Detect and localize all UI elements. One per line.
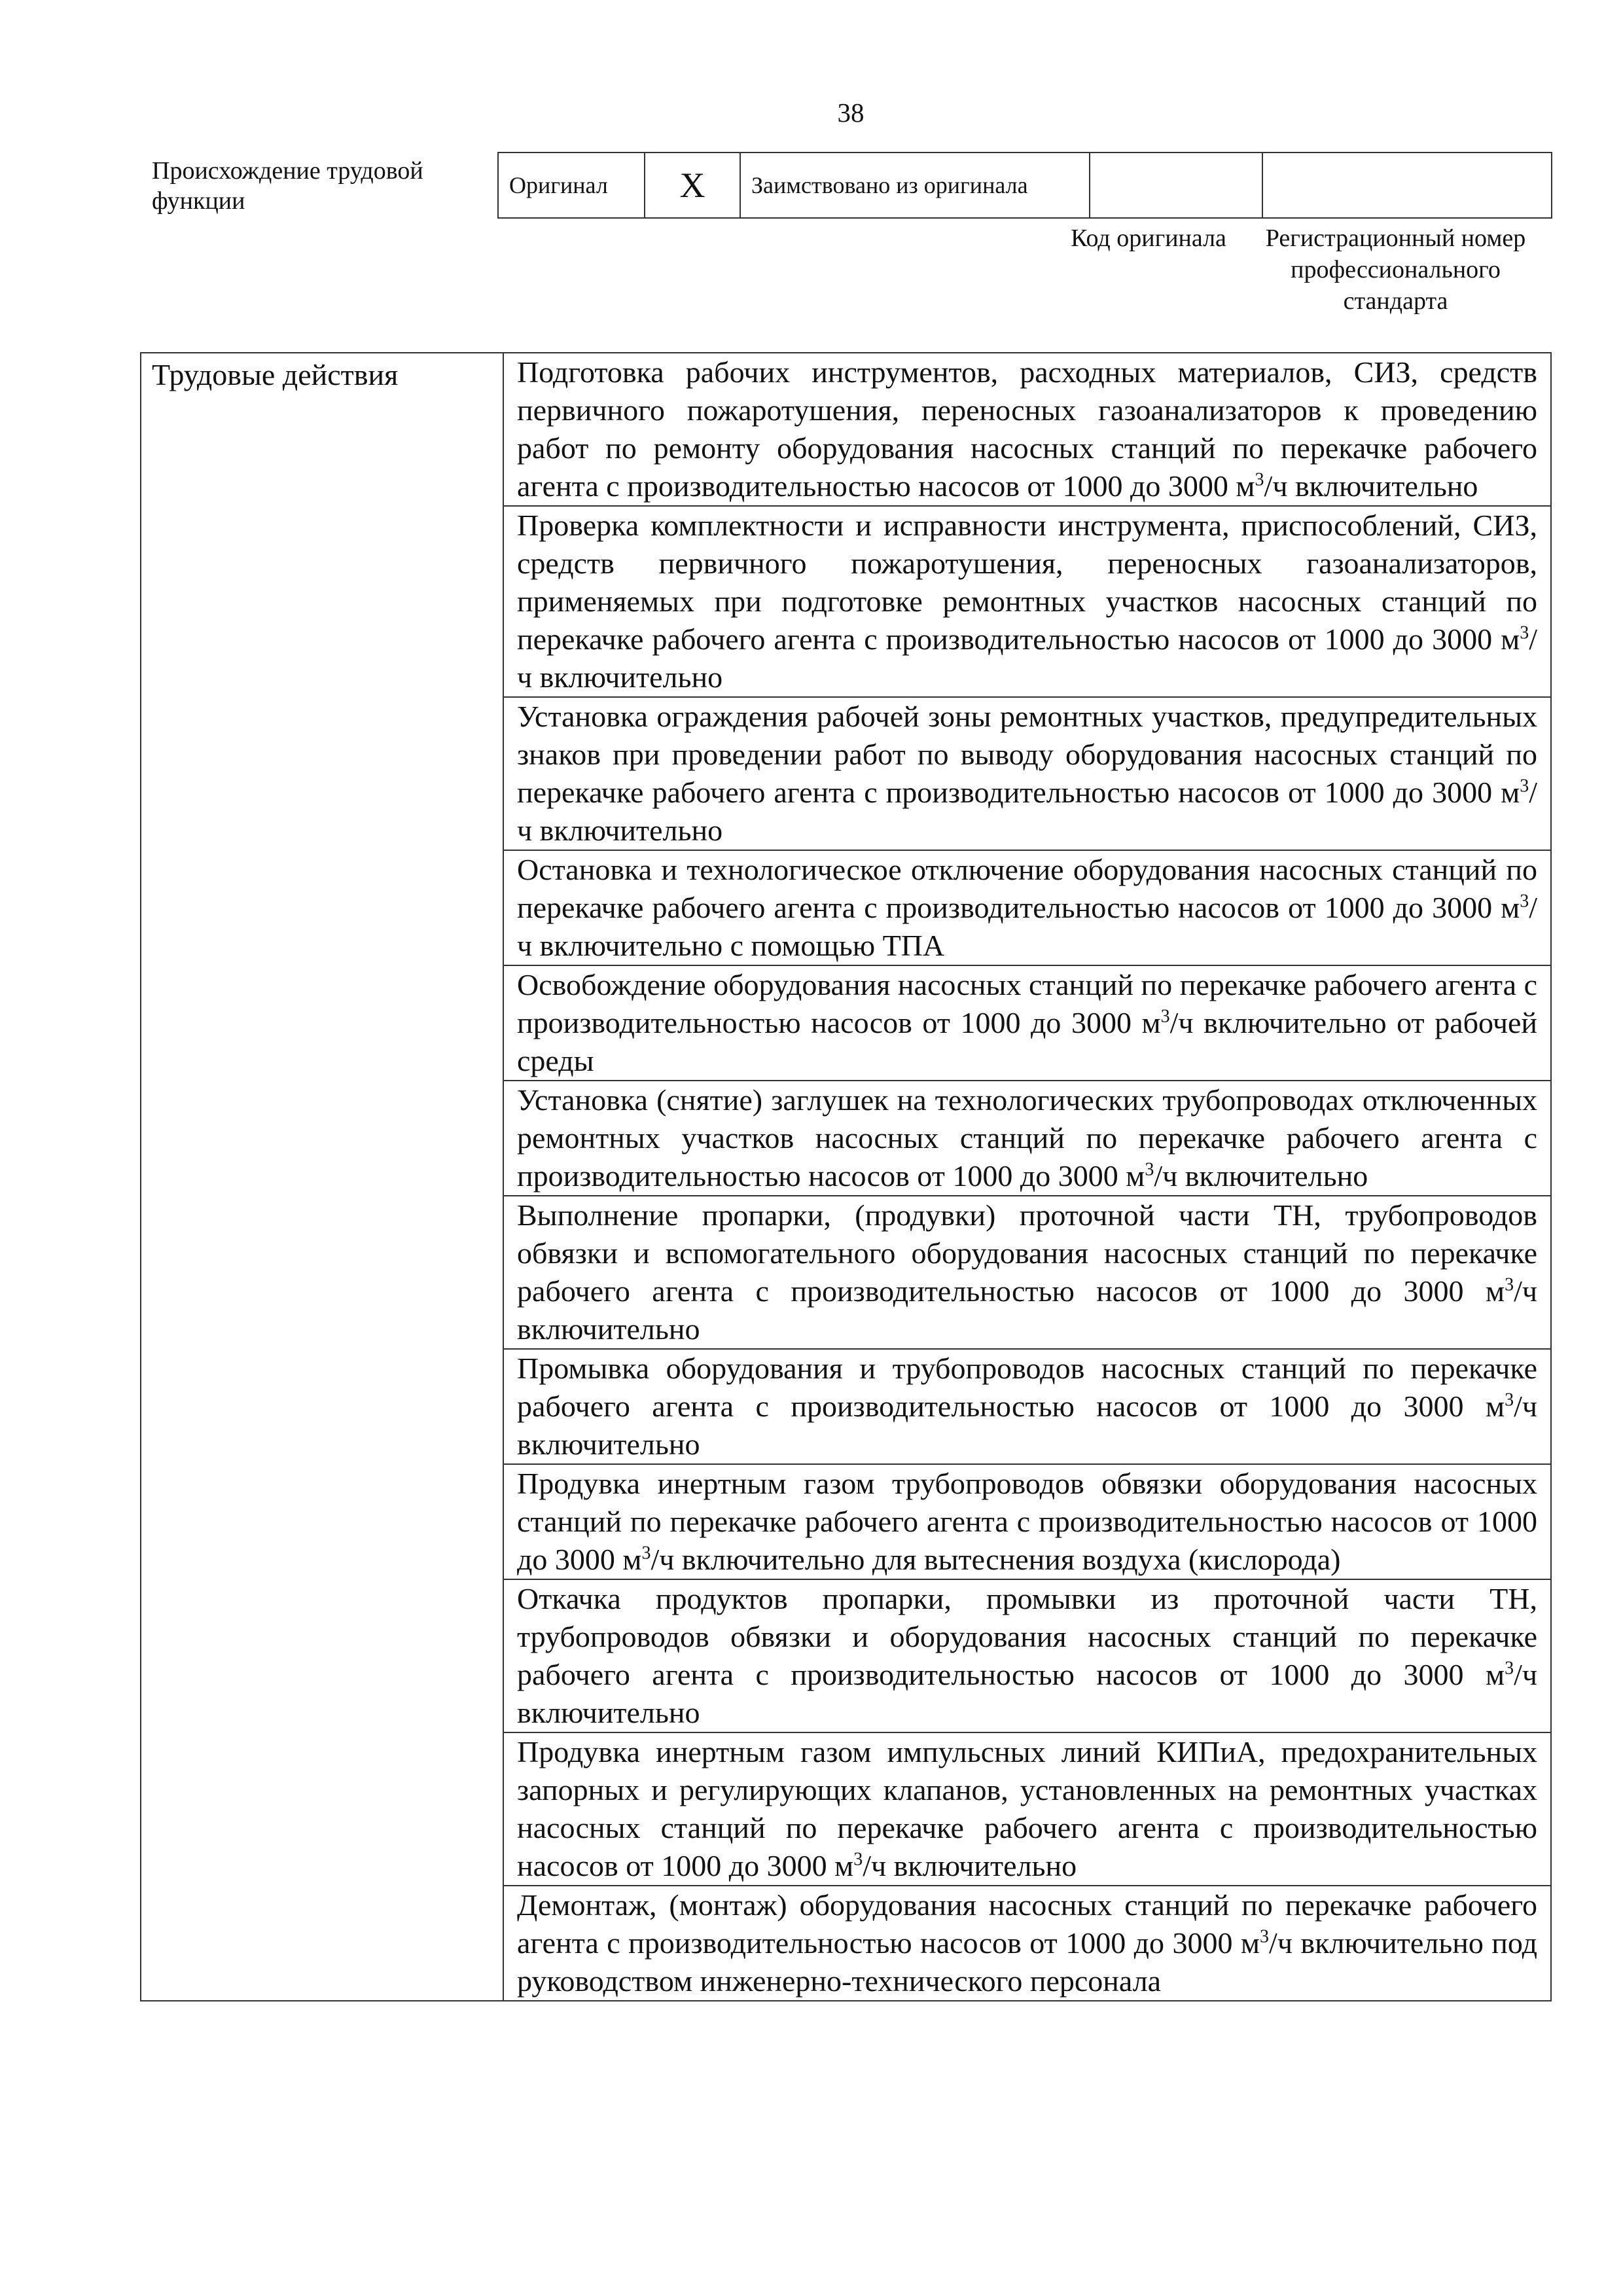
code-caption: Код оригинала bbox=[1071, 224, 1226, 252]
action-item: Освобождение оборудования насосных станций по перекачке рабочего агента с производительностью насосов от 1000 до 3000 $м^3/ч$ включительно от рабочей среды bbox=[503, 965, 1551, 1081]
action-item: Продувка инертным газом импульсных линий КИПиА, предохранительных запорных и регулирующих клапанов, установленных на ремонтных участках насосных станций по перекачке рабочего агента с производительностью насосов от 1000 до 3000 $м^3/ч$ включительно bbox=[503, 1732, 1551, 1886]
action-item: Проверка комплектности и исправности инструмента, приспособлений, СИЗ, средств первичного пожаротушения, переносных газоанализаторов, применяемых при подготовке ремонтных участков насосных станций по перекачке рабочего агента с производительностью насосов от 1000 до 3000 $м^3/ч$ включительно bbox=[503, 506, 1551, 697]
origin-label: Происхождение трудовой функции bbox=[152, 157, 423, 215]
action-item: Откачка продуктов пропарки, промывки из проточной части ТН, трубопроводов обвязки и оборудования насосных станций по перекачке рабочего агента с производительностью насосов от 1000 до 3000 $м^3/ч$ включительно bbox=[503, 1579, 1551, 1732]
actions-header: Трудовые действия bbox=[141, 353, 503, 2001]
action-item: Промывка оборудования и трубопроводов насосных станций по перекачке рабочего агента с производительностью насосов от 1000 до 3000 $м^3/ч$ включительно bbox=[503, 1349, 1551, 1464]
action-item: Установка (снятие) заглушек на технологических трубопроводах отключенных ремонтных участков насосных станций по перекачке рабочего агента с производительностью насосов от 1000 до 3000 $м^3/ч$ включительно bbox=[503, 1081, 1551, 1196]
registration-caption: Регистрационный номер профессионального стандарта bbox=[1265, 224, 1526, 315]
original-mark: X bbox=[645, 152, 740, 218]
action-item: Установка ограждения рабочей зоны ремонтных участков, предупредительных знаков при проведении работ по выводу оборудования насосных станций по перекачке рабочего агента с производительностью насосов от 1000 до 3000 $м^3/ч$ включительно bbox=[503, 697, 1551, 850]
action-item: Выполнение пропарки, (продувки) проточной части ТН, трубопроводов обвязки и вспомогательного оборудования насосных станций по перекачке рабочего агента с производительностью насосов от 1000 до 3000 $м^3/ч$ включительно bbox=[503, 1196, 1551, 1349]
table-row bbox=[141, 353, 1551, 506]
labor-actions-table bbox=[140, 352, 1552, 2001]
action-item: Продувка инертным газом трубопроводов обвязки оборудования насосных станций по перекачке рабочего агента с производительностью насосов от 1000 до 3000 $м^3/ч$ включительно для вытеснения воздуха (кислорода) bbox=[503, 1464, 1551, 1579]
action-item: Подготовка рабочих инструментов, расходных материалов, СИЗ, средств первичного пожаротушения, переносных газоанализаторов к проведению работ по ремонту оборудования насосных станций по перекачке рабочего агента с производительностью насосов от 1000 до 3000 $м^3/ч$ включительно bbox=[503, 353, 1551, 506]
origin-table bbox=[497, 152, 1552, 219]
borrowed-label: Заимствовано из оригинала bbox=[740, 152, 1090, 218]
action-item: Демонтаж, (монтаж) оборудования насосных станций по перекачке рабочего агента с производительностью насосов от 1000 до 3000 $м^3/ч$ включительно под руководством инженерно-технического персонала bbox=[503, 1886, 1551, 2001]
action-item: Остановка и технологическое отключение оборудования насосных станций по перекачке рабочего агента с производительностью насосов от 1000 до 3000 $м^3/ч$ включительно с помощью ТПА bbox=[503, 850, 1551, 965]
original-label: Оригинал bbox=[498, 152, 645, 218]
code-cell bbox=[1090, 152, 1262, 218]
registration-cell bbox=[1262, 152, 1552, 218]
page-number: 38 bbox=[837, 98, 865, 128]
